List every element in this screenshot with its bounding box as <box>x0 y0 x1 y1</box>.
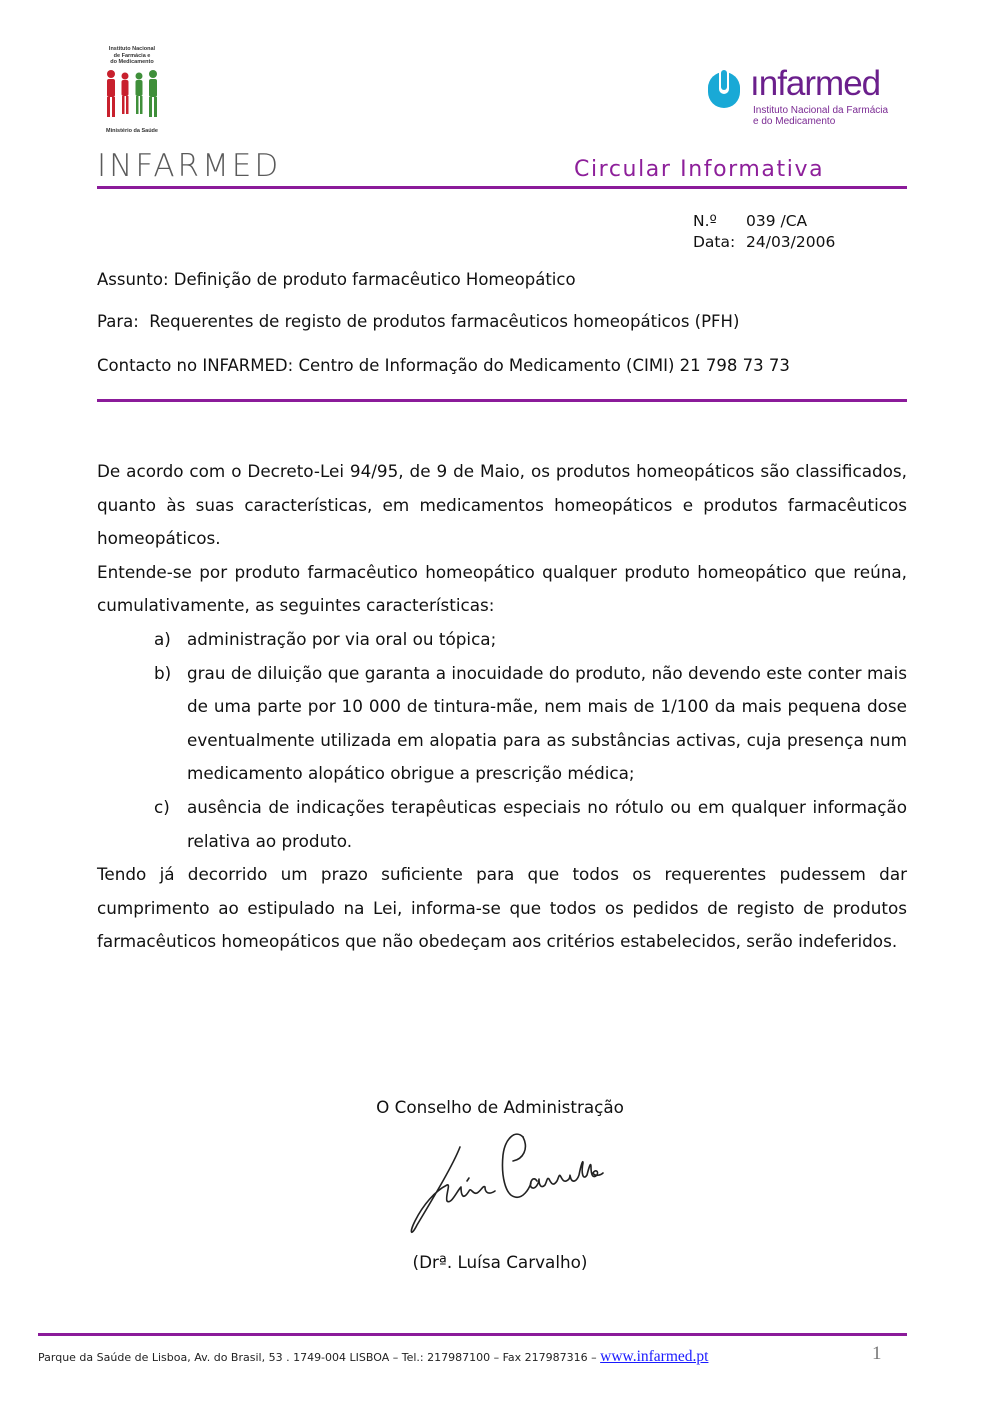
list-marker: b) <box>154 662 172 683</box>
list-marker: c) <box>154 796 170 817</box>
infarmed-wordmark: ınfarmed <box>750 64 881 103</box>
date-value: 24/03/2006 <box>746 233 836 251</box>
signatory-name: (Drª. Luísa Carvalho) <box>412 1252 588 1272</box>
ministry-logo <box>97 46 167 136</box>
handwritten-signature <box>405 1125 605 1243</box>
infarmed-tagline-1: Instituto Nacional da Farmácia <box>753 105 889 116</box>
paragraph-2: Entende-se por produto farmacêutico homeopático qualquer produto homeopático que reúna, cumulativamente, as seguintes características: <box>97 561 907 616</box>
list-marker: a) <box>154 628 171 649</box>
header-title: INFARMED <box>97 148 282 184</box>
infarmed-logo <box>700 62 890 132</box>
date-label: Data: <box>693 233 736 251</box>
recipient-line: Para: Requerentes de registo de produtos farmacêuticos homeopáticos (PFH) <box>97 312 740 331</box>
list-item-b <box>154 657 907 791</box>
contact-line: Contacto no INFARMED: Centro de Informação do Medicamento (CIMI) 21 798 73 73 <box>97 356 790 375</box>
fields-rule <box>97 399 907 402</box>
paragraph-3: Tendo já decorrido um prazo suficiente para que todos os requerentes pudessem dar cumprimento ao estipulado na Lei, informa-se que todos os pedidos de registo de produtos farmacêuticos homeopáticos que não obedeçam aos critérios estabelecidos, serão indeferidos. <box>97 864 907 952</box>
infarmed-tagline-2: e do Medicamento <box>753 115 836 127</box>
paragraph-1: De acordo com o Decreto-Lei 94/95, de 9 de Maio, os produtos homeopáticos são classificados, quanto às suas características, em medicamentos homeopáticos e produtos farmacêuticos homeopáticos. <box>97 461 907 549</box>
document-type: Circular Informativa <box>574 157 825 182</box>
figures-icon <box>97 66 167 124</box>
footer-address-text: Parque da Saúde de Lisboa, Av. do Brasil, 53 . 1749-004 LISBOA – Tel.: 217987100 – Fax 217987316 – <box>38 1351 601 1364</box>
document-body <box>97 455 907 959</box>
logo-org-line3: do Medicamento <box>110 59 154 65</box>
ministry-label: Ministério da Saúde <box>106 127 158 134</box>
header-rule <box>97 186 907 189</box>
page-number: 1 <box>872 1343 882 1364</box>
list-text: administração por via oral ou tópica; <box>187 628 497 649</box>
logo-org-line2: de Farmácia e <box>113 52 151 59</box>
footer-address <box>38 1348 708 1366</box>
list-text: ausência de indicações terapêuticas especiais no rótulo ou em qualquer informação relativa ao produto. <box>187 796 907 851</box>
logo-org-line1: Instituto Nacional <box>108 46 156 52</box>
list-text: grau de diluição que garanta a inocuidade do produto, não devendo este conter mais de uma parte por 10 000 de tintura-mãe, nem mais de 1/100 da mais pequena dose eventualmente utilizada em alopatia para as substâncias activas, cuja presença num medicamento alopático obrigue a prescrição médica; <box>187 662 907 784</box>
infarmed-mark-icon <box>702 66 746 110</box>
number-value: 039 /CA <box>746 212 808 230</box>
signatory-role: O Conselho de Administração <box>376 1097 624 1117</box>
subject-line: Assunto: Definição de produto farmacêutico Homeopático <box>97 270 576 289</box>
list-item-c <box>154 791 907 858</box>
footer-rule <box>38 1333 907 1336</box>
list-item-a <box>154 623 907 657</box>
website-link[interactable]: www.infarmed.pt <box>600 1348 709 1365</box>
number-label: N.º <box>693 212 717 230</box>
